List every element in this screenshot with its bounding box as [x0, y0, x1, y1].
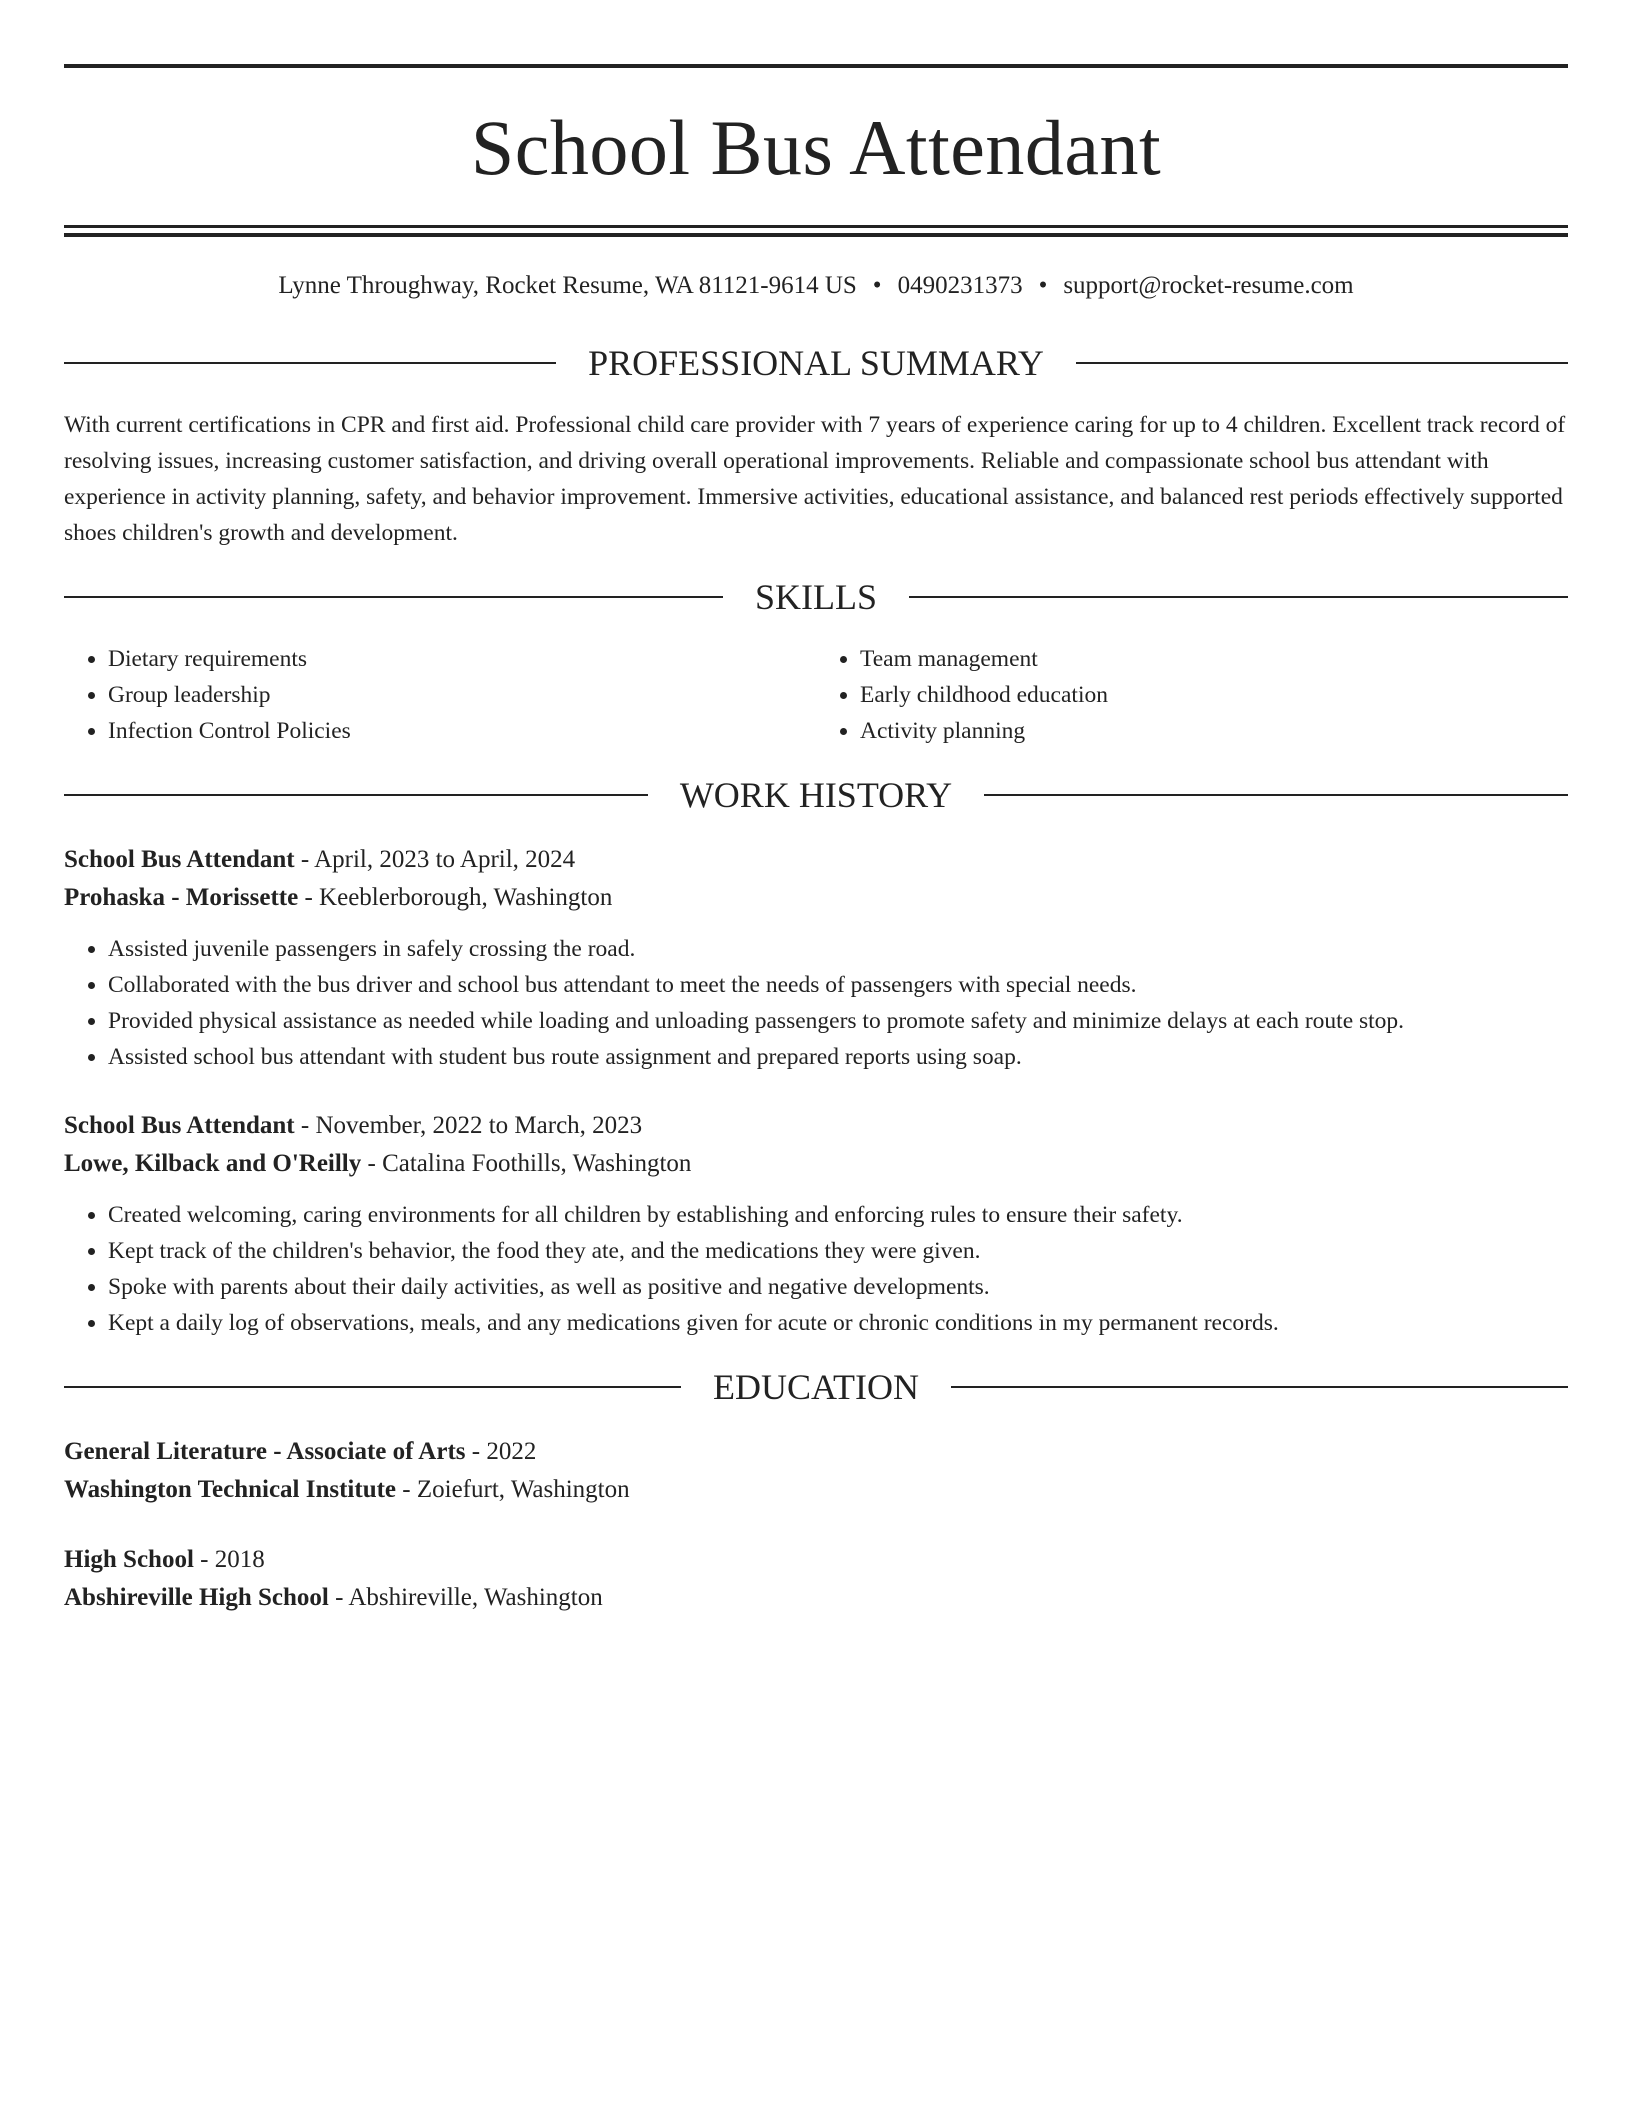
heading-rule-right — [1076, 362, 1568, 364]
title-double-rule — [64, 225, 1568, 237]
job-dates: April, 2023 to April, 2024 — [314, 846, 576, 873]
job-location: Catalina Foothills, Washington — [382, 1150, 692, 1177]
heading-rule-right — [909, 596, 1568, 598]
skills-column-right — [816, 641, 1568, 749]
job-bullet: • Provided physical assistance as needed while loading and unloading passengers to promote safety and minimize delays at each route stop. — [108, 1003, 1568, 1039]
skill-item: • Dietary requirements — [108, 641, 816, 677]
job-entry — [64, 841, 1568, 1075]
education-degree-line — [64, 1541, 1568, 1579]
job-title: School Bus Attendant — [64, 1112, 295, 1139]
job-entry — [64, 1107, 1568, 1341]
skill-item: • Activity planning — [860, 713, 1568, 749]
education-school-line — [64, 1579, 1568, 1617]
job-bullets — [64, 1197, 1568, 1341]
job-title: School Bus Attendant — [64, 846, 295, 873]
heading-rule-left — [64, 362, 556, 364]
section-heading-skills — [64, 575, 1568, 619]
heading-rule-right — [951, 1386, 1568, 1388]
education-location: Abshireville, Washington — [348, 1584, 603, 1611]
education-degree: High School — [64, 1546, 194, 1573]
job-bullet: • Spoke with parents about their daily activities, as well as positive and negative developments. — [108, 1269, 1568, 1305]
heading-rule-left — [64, 794, 648, 796]
dash: - — [361, 1150, 383, 1177]
job-location: Keeblerborough, Washington — [319, 884, 613, 911]
skill-item: • Early childhood education — [860, 677, 1568, 713]
section-heading-summary — [64, 341, 1568, 385]
job-title-line — [64, 1107, 1568, 1145]
job-bullet: • Assisted juvenile passengers in safely crossing the road. — [108, 931, 1568, 967]
job-bullet: • Collaborated with the bus driver and school bus attendant to meet the needs of passengers with special needs. — [108, 967, 1568, 1003]
skill-item: • Group leadership — [108, 677, 816, 713]
education-school: Abshireville High School — [64, 1584, 329, 1611]
contact-separator: • — [1038, 272, 1048, 299]
heading-rule-left — [64, 596, 723, 598]
section-title: WORK HISTORY — [679, 775, 953, 815]
contact-address: Lynne Throughway, Rocket Resume, WA 81121-9614 US — [278, 272, 857, 299]
job-company-line — [64, 879, 1568, 917]
education-degree: General Literature - Associate of Arts — [64, 1438, 466, 1465]
education-school: Washington Technical Institute — [64, 1476, 397, 1503]
resume-page — [64, 64, 1568, 1617]
job-bullet: • Kept track of the children's behavior, the food they ate, and the medications they were given. — [108, 1233, 1568, 1269]
dash: - — [294, 1112, 316, 1139]
job-dates: November, 2022 to March, 2023 — [315, 1112, 643, 1139]
job-company: Prohaska - Morissette — [64, 884, 299, 911]
dash: - — [193, 1546, 215, 1573]
job-bullet: • Assisted school bus attendant with student bus route assignment and prepared reports using soap. — [108, 1039, 1568, 1075]
skills-column-left — [64, 641, 816, 749]
education-location: Zoiefurt, Washington — [416, 1476, 630, 1503]
section-title: SKILLS — [755, 577, 878, 617]
contact-line — [64, 269, 1568, 303]
section-heading-work — [64, 773, 1568, 817]
job-title-line — [64, 841, 1568, 879]
skills-list — [64, 641, 1568, 749]
education-year: 2022 — [486, 1438, 537, 1465]
job-company: Lowe, Kilback and O'Reilly — [64, 1150, 362, 1177]
heading-rule-left — [64, 1386, 681, 1388]
page-title: School Bus Attendant — [470, 104, 1162, 191]
dash: - — [396, 1476, 417, 1503]
job-bullet: • Kept a daily log of observations, meals, and any medications given for acute or chronic conditions in my permanent records. — [108, 1305, 1568, 1341]
skill-item: • Infection Control Policies — [108, 713, 816, 749]
education-degree-line — [64, 1433, 1568, 1471]
heading-rule-right — [984, 794, 1568, 796]
skill-item: • Team management — [860, 641, 1568, 677]
section-heading-education — [64, 1365, 1568, 1409]
education-entry — [64, 1433, 1568, 1509]
contact-separator: • — [872, 272, 882, 299]
contact-email: support@rocket-resume.com — [1063, 272, 1354, 299]
education-year: 2018 — [214, 1546, 265, 1573]
job-company-line — [64, 1145, 1568, 1183]
section-title: PROFESSIONAL SUMMARY — [588, 343, 1044, 383]
section-title: EDUCATION — [713, 1367, 919, 1407]
dash: - — [328, 1584, 349, 1611]
education-entry — [64, 1541, 1568, 1617]
dash: - — [294, 846, 315, 873]
top-rule — [64, 64, 1568, 68]
contact-phone: 0490231373 — [897, 272, 1023, 299]
dash: - — [465, 1438, 487, 1465]
education-school-line — [64, 1471, 1568, 1509]
dash: - — [298, 884, 320, 911]
job-bullet: • Created welcoming, caring environments for all children by establishing and enforcing rules to ensure their safety. — [108, 1197, 1568, 1233]
summary-text: With current certifications in CPR and first aid. Professional child care provider with 7 years of experience caring for up to 4 children. Excellent track record of resolving issues, increasing customer satisfaction, and driving overall operational improvements. Reliable and compassionate school bus attendant with experience in activity planning, safety, and behavior improvement. Immersive activities, educational assistance, and balanced rest periods effectively supported shoes children's growth and development. — [64, 412, 1566, 546]
job-bullets — [64, 931, 1568, 1075]
